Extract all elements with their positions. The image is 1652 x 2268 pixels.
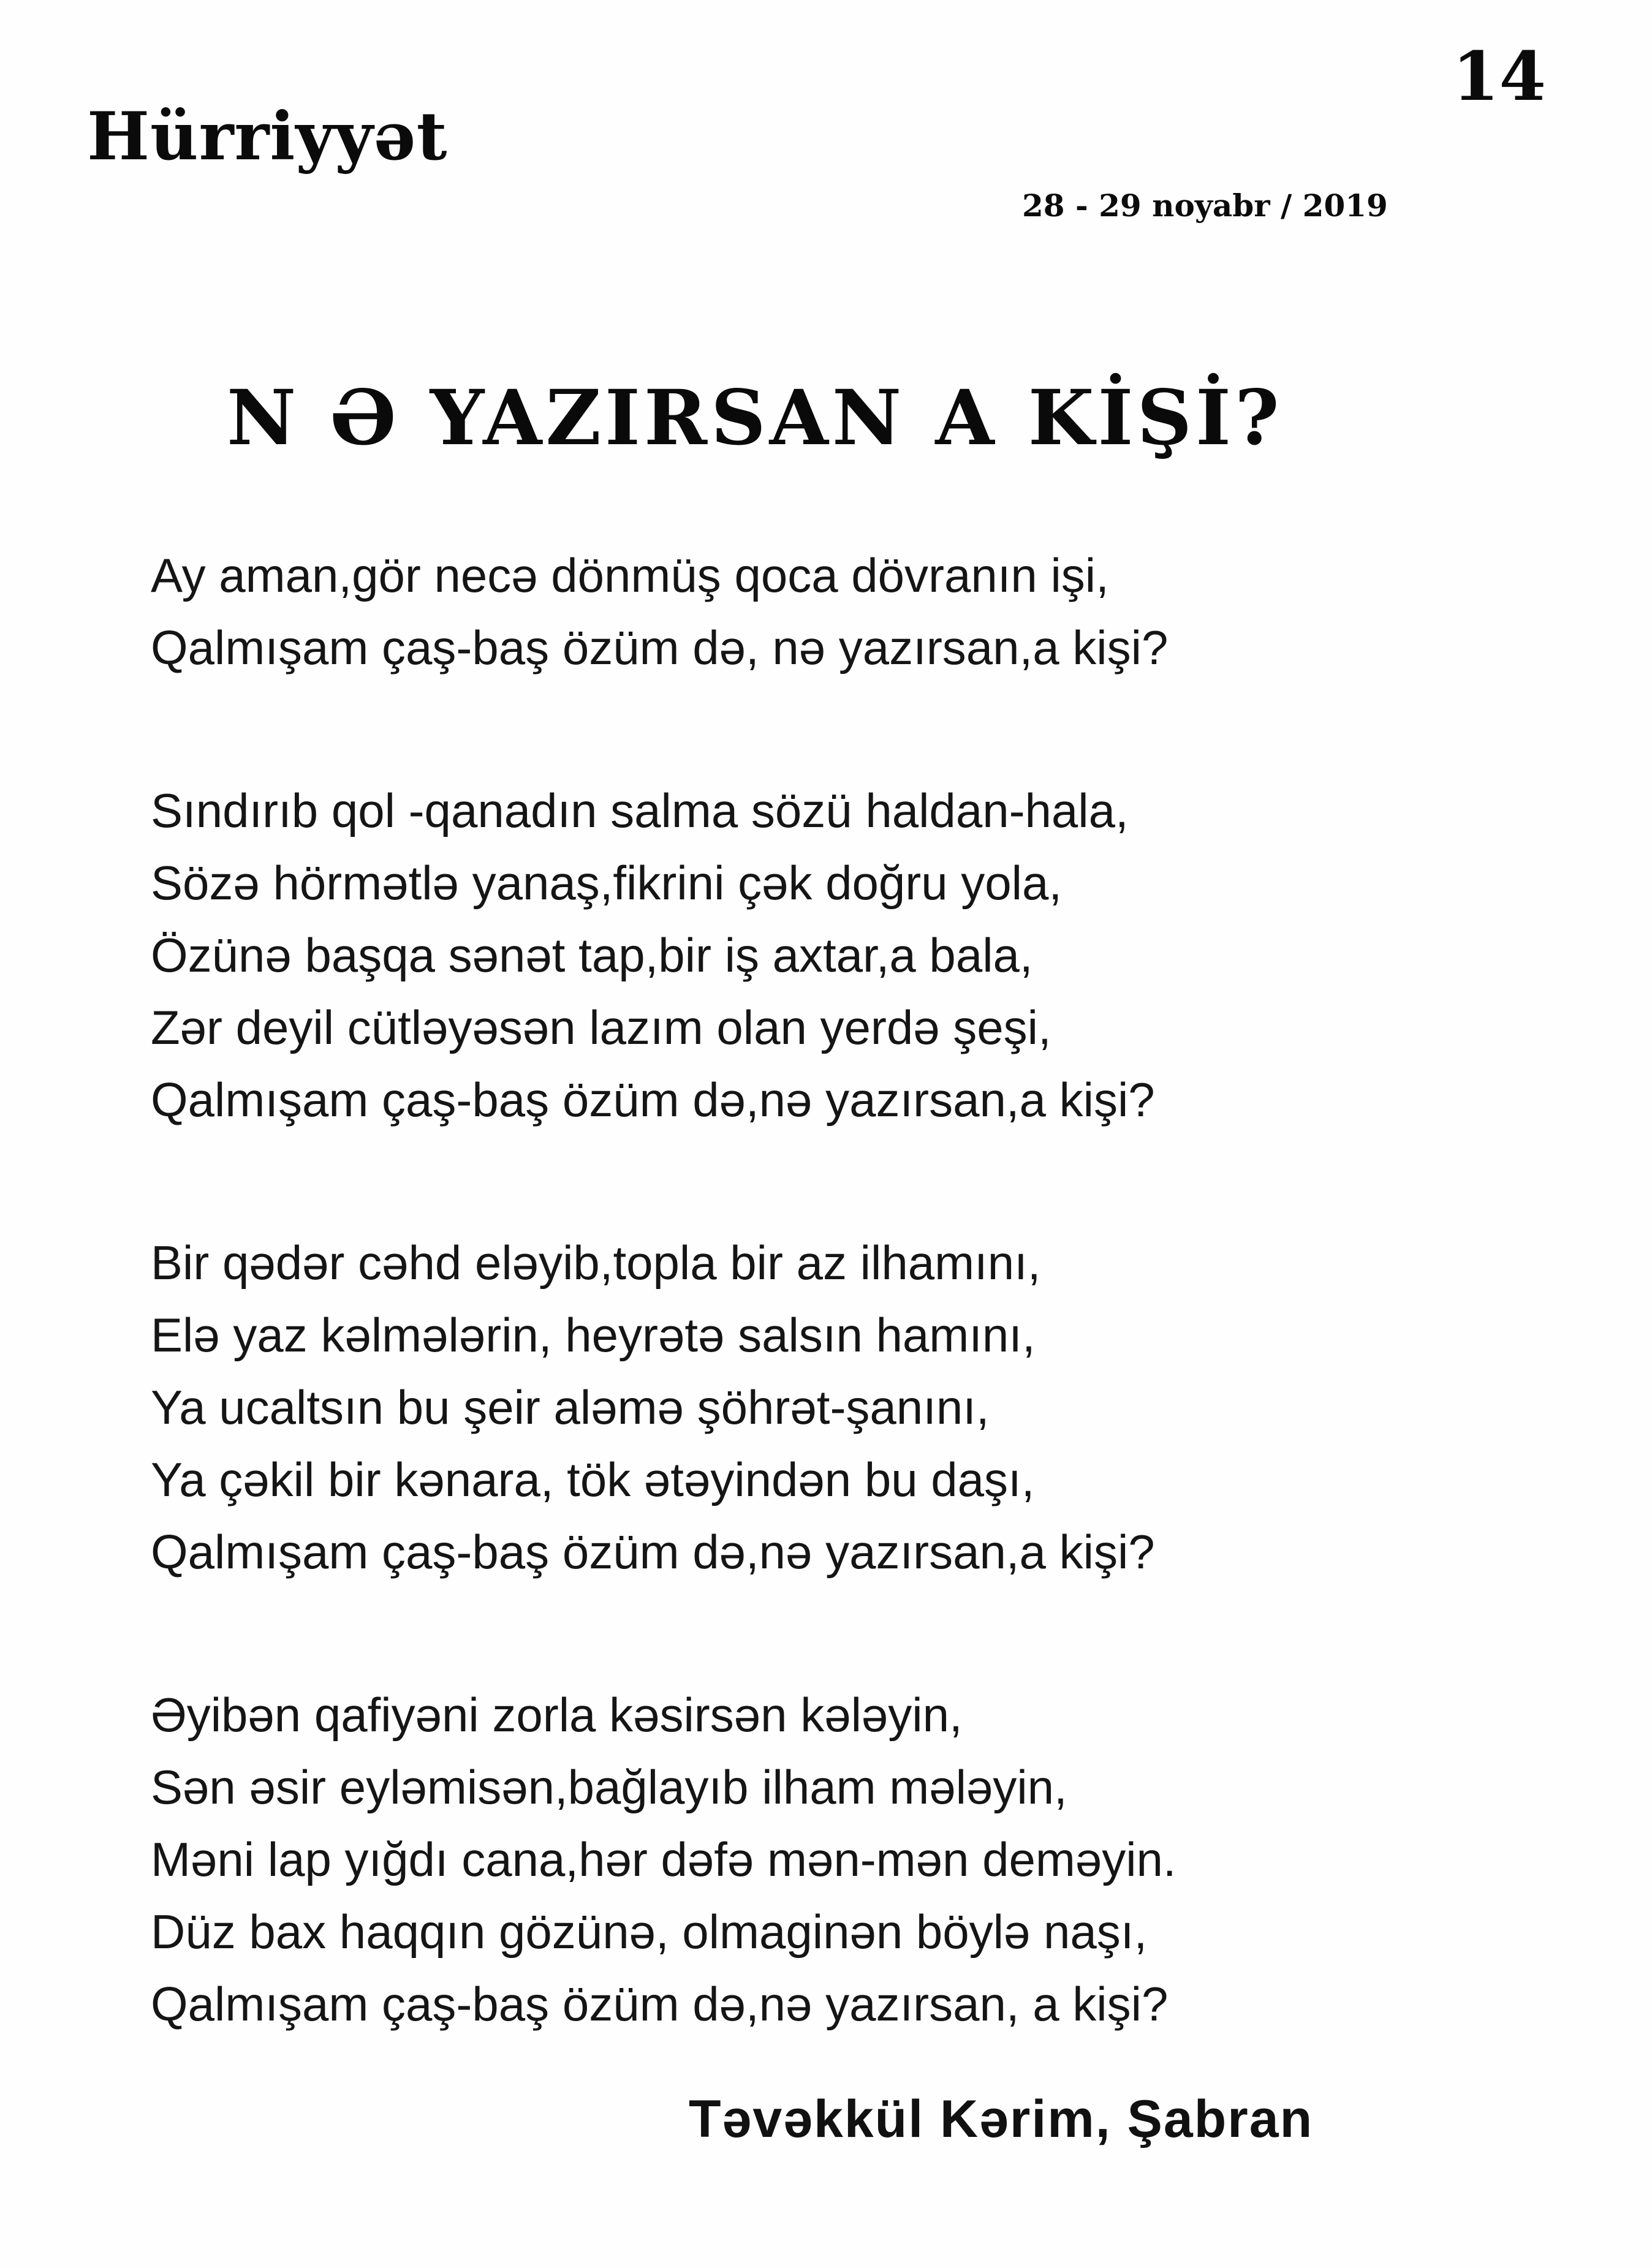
poem-line: Ya çəkil bir kənara, tök ətəyindən bu daşı, [151, 1453, 1035, 1506]
poem-author: Təvəkkül Kərim, Şabran [689, 2090, 1314, 2149]
poem-line: Sözə hörmətlə yanaş,fikrini çək doğru yola, [151, 856, 1063, 910]
stanza-1 [151, 539, 1560, 684]
newspaper-masthead: Hürriyyət [87, 98, 448, 175]
poem-line: Elə yaz kəlmələrin, heyrətə salsın hamını, [151, 1308, 1036, 1362]
poem-line: Sən əsir eyləmisən,bağlayıb ilham mələyin, [151, 1760, 1067, 1814]
poem-line: Sındırıb qol -qanadın salma sözü haldan-hala, [151, 784, 1129, 837]
stanza-3 [151, 1227, 1560, 1588]
stanza-2 [151, 774, 1560, 1136]
poem-line: Düz bax haqqın gözünə, olmaginən böylə naşı, [151, 1905, 1148, 1959]
poem-line: Qalmışam çaş-baş özüm də,nə yazırsan, a kişi? [151, 1977, 1169, 2031]
poem-line: Əyibən qafiyəni zorla kəsirsən kələyin, [151, 1688, 963, 1742]
poem-line: Qalmışam çaş-baş özüm də,nə yazırsan,a kişi? [151, 1073, 1155, 1127]
poem-body [151, 539, 1560, 2040]
poem-line: Məni lap yığdı cana,hər dəfə mən-mən deməyin. [151, 1832, 1176, 1886]
poem-line: Zər deyil cütləyəsən lazım olan yerdə şeşi, [151, 1000, 1051, 1054]
stanza-4 [151, 1679, 1560, 2040]
page-number: 14 [1452, 37, 1547, 116]
issue-date: 28 - 29 noyabr / 2019 [1022, 187, 1388, 224]
poem-line: Bir qədər cəhd eləyib,topla bir az ilhamını, [151, 1236, 1041, 1290]
poem-line: Qalmışam çaş-baş özüm də,nə yazırsan,a kişi? [151, 1525, 1155, 1579]
poem-line: Qalmışam çaş-baş özüm də, nə yazırsan,a kişi? [151, 621, 1169, 675]
poem-line: Ay aman,gör necə dönmüş qoca dövranın işi, [151, 548, 1109, 602]
poem-line: Ya ucaltsın bu şeir aləmə şöhrət-şanını, [151, 1380, 990, 1434]
poem-line: Özünə başqa sənət tap,bir iş axtar,a bala, [151, 928, 1033, 982]
poem-title: N Ə YAZIRSAN A KİŞİ? [227, 374, 1283, 463]
